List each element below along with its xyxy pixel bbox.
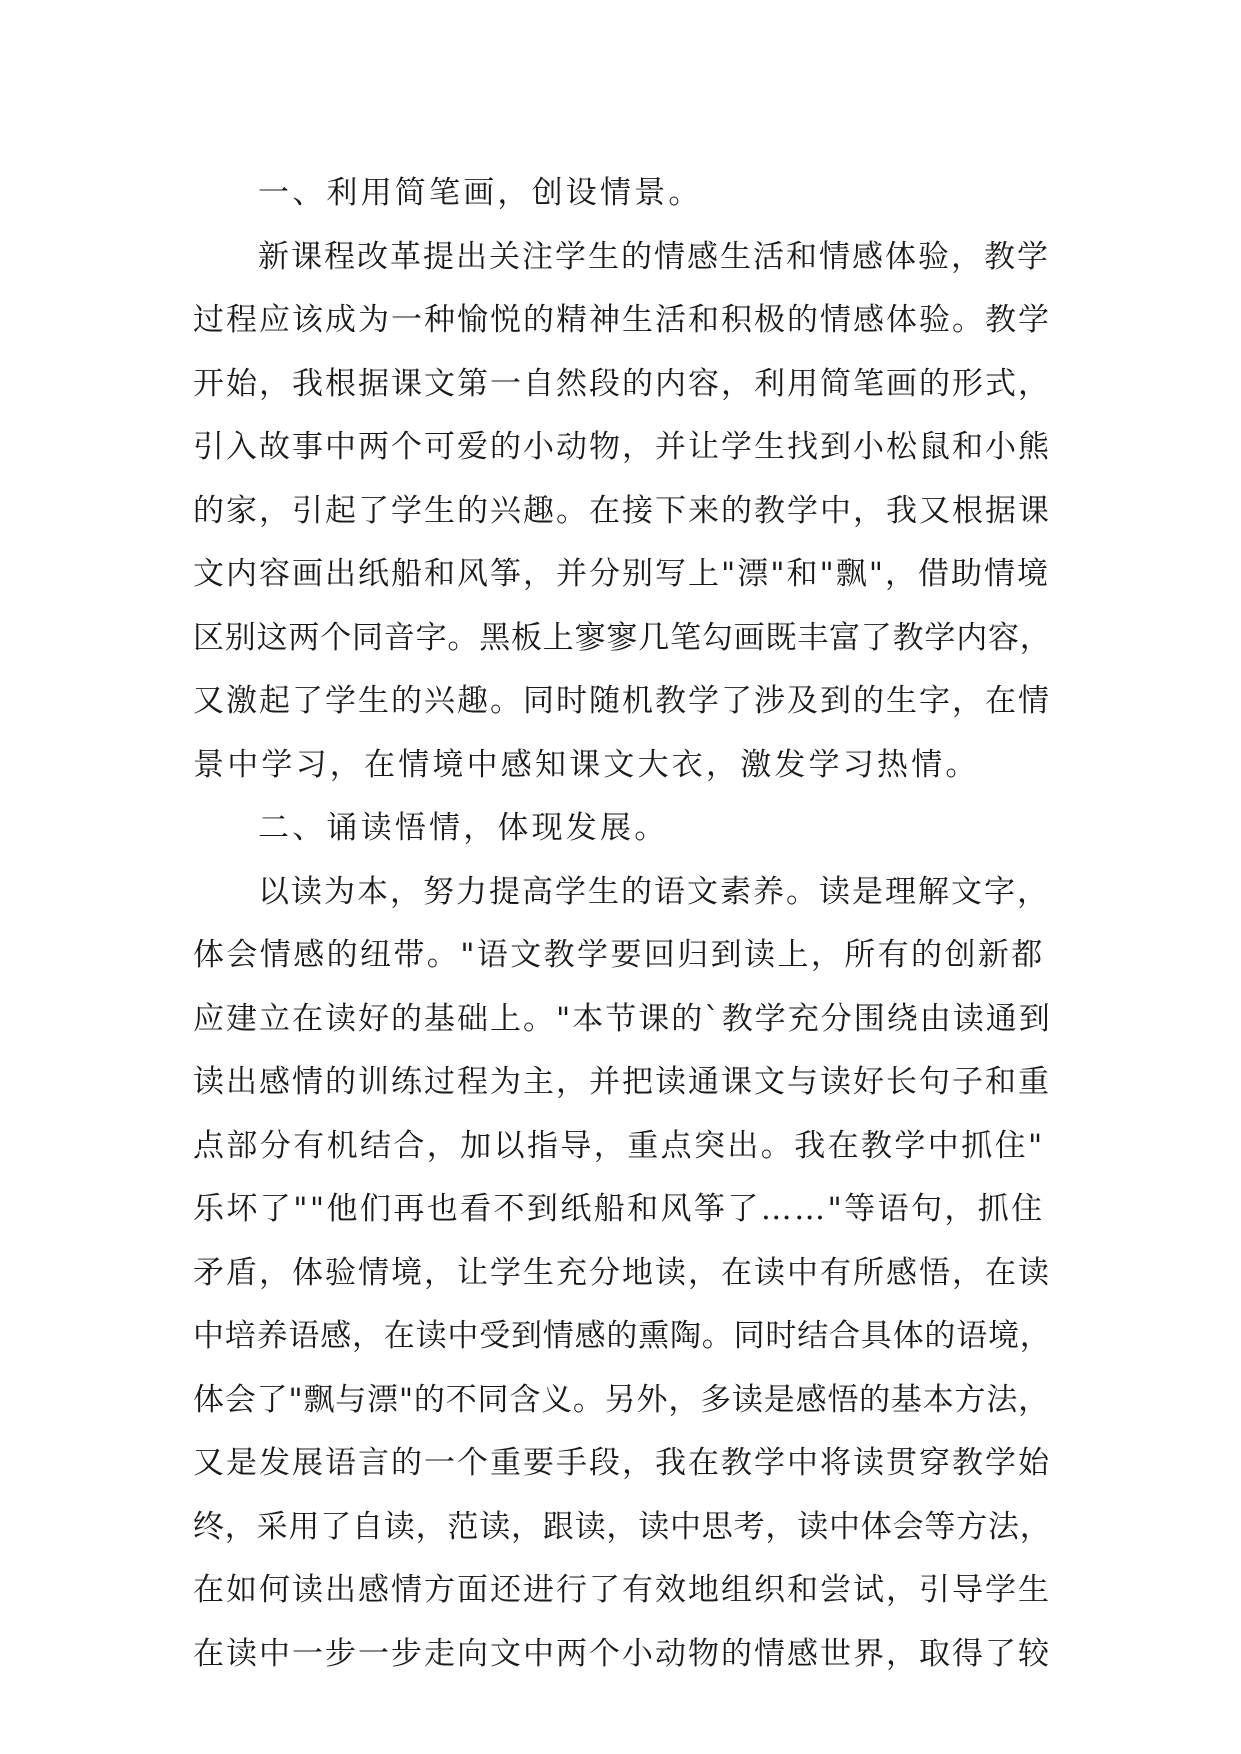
text-line: 矛盾，体验情境，让学生充分地读，在读中有所感悟，在读 (193, 1254, 1051, 1291)
text-line: 应建立在读好的基础上。"本节课的`教学充分围绕由读通到 (193, 1000, 1052, 1037)
text-line: 文内容画出纸船和风筝，并分别写上"漂"和"飘"，借助情境 (193, 556, 1051, 592)
text-line: 景中学习，在情境中感知课文大衣，激发学习热情。 (193, 746, 980, 783)
text-line: 引入故事中两个可爱的小动物，并让学生找到小松鼠和小熊 (193, 429, 1051, 465)
text-line: 在如何读出感情方面还进行了有效地组织和尝试，引导学生 (193, 1572, 1051, 1608)
text-line: 新课程改革提出关注学生的情感生活和情感体验，教学 (258, 238, 1050, 275)
text-line: 开始，我根据课文第一自然段的内容，利用简笔画的形式， (193, 365, 1051, 402)
text-line: 终，采用了自读，范读，跟读，读中思考，读中体会等方法， (193, 1508, 1052, 1545)
text-line: 又激起了学生的兴趣。同时随机教学了涉及到的生字，在情 (193, 683, 1051, 719)
text-line: 二、诵读悟情，体现发展。 (258, 810, 669, 846)
text-line: 乐坏了""他们再也看不到纸船和风筝了……"等语句，抓住 (193, 1191, 1045, 1227)
text-line: 以读为本，努力提高学生的语文素养。读是理解文字， (258, 873, 1050, 910)
text-line: 读出感情的训练过程为主，并把读通课文与读好长句子和重 (193, 1064, 1051, 1100)
text-line: 体会了"飘与漂"的不同含义。另外，多读是感悟的基本方法， (193, 1381, 1050, 1418)
text-line: 在读中一步一步走向文中两个小动物的情感世界，取得了较 (193, 1635, 1051, 1672)
text-line: 点部分有机结合，加以指导，重点突出。我在教学中抓住" (193, 1127, 1045, 1164)
text-line: 的家，引起了学生的兴趣。在接下来的教学中，我又根据课 (193, 492, 1051, 529)
text-line: 区别这两个同音字。黑板上寥寥几笔勾画既丰富了教学内容， (193, 619, 1052, 656)
text-line: 一、利用简笔画，创设情景。 (258, 175, 703, 211)
document-body (193, 162, 1053, 1686)
text-line: 过程应该成为一种愉悦的精神生活和积极的情感体验。教学 (193, 302, 1051, 338)
text-line: 又是发展语言的一个重要手段，我在教学中将读贯穿教学始 (193, 1445, 1051, 1481)
text-line: 体会情感的纽带。"语文教学要回归到读上，所有的创新都 (193, 937, 1045, 973)
text-line: 中培养语感，在读中受到情感的熏陶。同时结合具体的语境， (193, 1318, 1052, 1354)
